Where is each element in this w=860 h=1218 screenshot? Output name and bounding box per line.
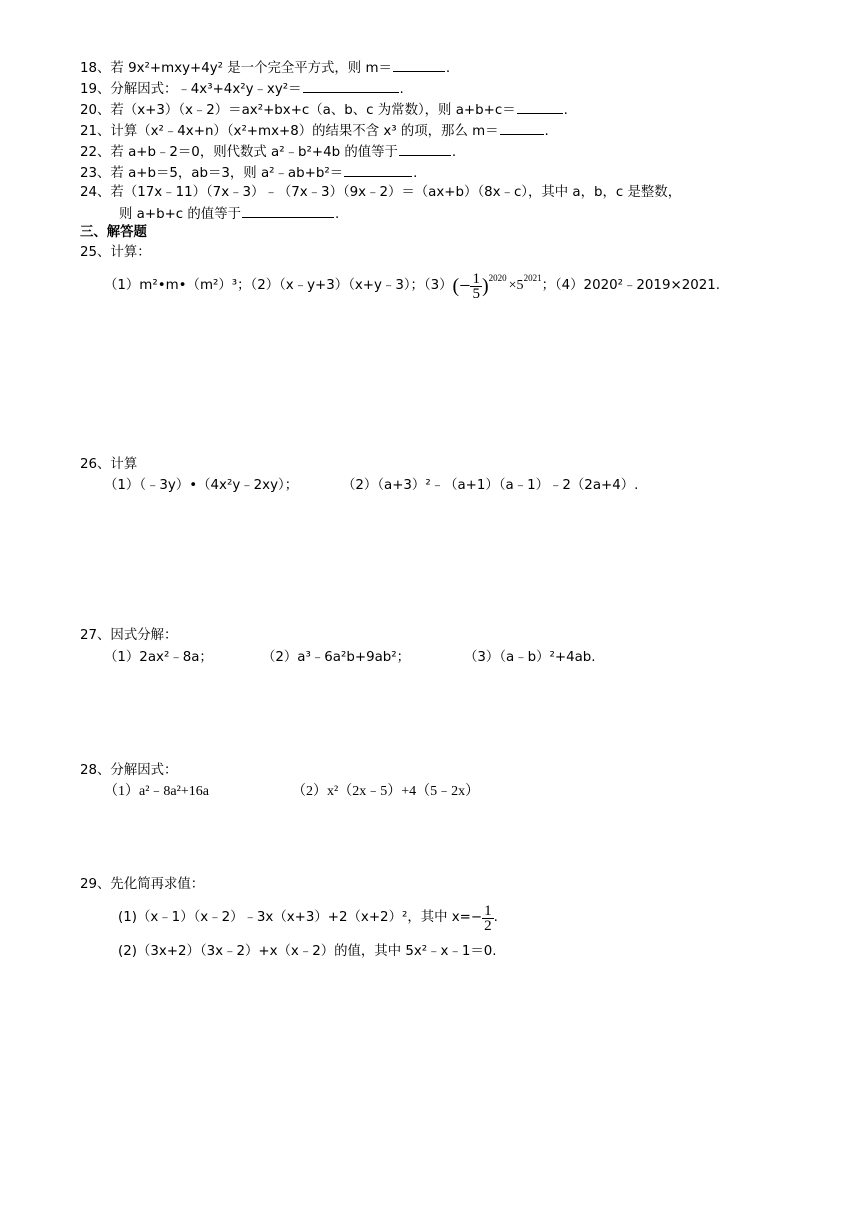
question-27-part-2: （2）a³﹣6a²b+9ab²； [262, 650, 411, 665]
question-18: 18、若 9x²+mxy+4y² 是一个完全平方式，则 m＝ . [80, 61, 451, 76]
question-27-part-3: （3）（a﹣b）²+4ab. [464, 650, 596, 665]
answer-blank[interactable] [242, 205, 334, 218]
question-24: 24、若（17x﹣11）（7x﹣3）﹣（7x﹣3）（9x﹣2）＝（ax+b）（8x﹣c），其中 a，b，c 是整数， [80, 185, 682, 200]
question-24-continuation: 则 a+b+c 的值等于 . [119, 207, 340, 222]
fraction: $\frac{1}{5}$ [472, 270, 480, 302]
section-heading: 三、解答题 [80, 225, 147, 240]
answer-blank[interactable] [500, 122, 544, 135]
question-21: 21、计算（x²﹣4x+n）（x²+mx+8）的结果不含 x³ 的项，那么 m＝ . [80, 124, 549, 139]
question-26-part-2: （2）（a+3）²﹣（a+1）（a﹣1）﹣2（2a+4）. [342, 478, 639, 493]
question-19: 19、分解因式：﹣4x³+4x²y﹣xy²＝ . [80, 82, 404, 97]
question-29-part-1: (1)（x﹣1）（x﹣2）﹣3x（x+3）+2（x+2）²，其中 x=− $\frac{1}{2}$ . [118, 902, 498, 934]
question-29-part-2: (2)（3x+2）（3x﹣2）+x（x﹣2）的值，其中 5x²﹣x﹣1＝0. [118, 944, 497, 959]
answer-blank[interactable] [393, 59, 445, 72]
answer-blank[interactable] [303, 80, 399, 93]
question-27-part-1: （1）2ax²﹣8a； [104, 650, 213, 665]
question-23: 23、若 a+b＝5，ab＝3，则 a²﹣ab+b²＝ . [80, 166, 418, 181]
question-28-part-2: （2）x²（2x﹣5）+4（5﹣2x） [292, 784, 480, 799]
question-27-label: 27、因式分解： [80, 628, 178, 643]
question-28-part-1: （1）a²﹣8a²+16a [104, 784, 209, 799]
answer-blank[interactable] [399, 143, 451, 156]
question-26-part-1: （1）（﹣3y）•（4x²y﹣2xy）； [104, 478, 299, 493]
answer-blank[interactable] [344, 164, 412, 177]
question-22: 22、若 a+b﹣2＝0，则代数式 a²﹣b²+4b 的值等于 . [80, 145, 457, 160]
answer-blank[interactable] [517, 101, 563, 114]
question-28-label: 28、分解因式： [80, 763, 178, 778]
question-25-label: 25、计算： [80, 245, 151, 260]
question-26-label: 26、计算 [80, 457, 138, 472]
question-29-label: 29、先化简再求值： [80, 877, 205, 892]
question-20: 20、若（x+3）（x﹣2）＝ax²+bx+c（a、b、c 为常数），则 a+b+c＝ . [80, 103, 568, 118]
question-25-parts: （1）m²•m•（m²）³；（2）（x﹣y+3）（x+y﹣3）；（3） (− $\frac{1}{5}$ ) 2020 ×5 2021 ；（4）2020²﹣2019×2021. [104, 270, 721, 302]
fraction: $\frac{1}{2}$ [484, 902, 492, 934]
